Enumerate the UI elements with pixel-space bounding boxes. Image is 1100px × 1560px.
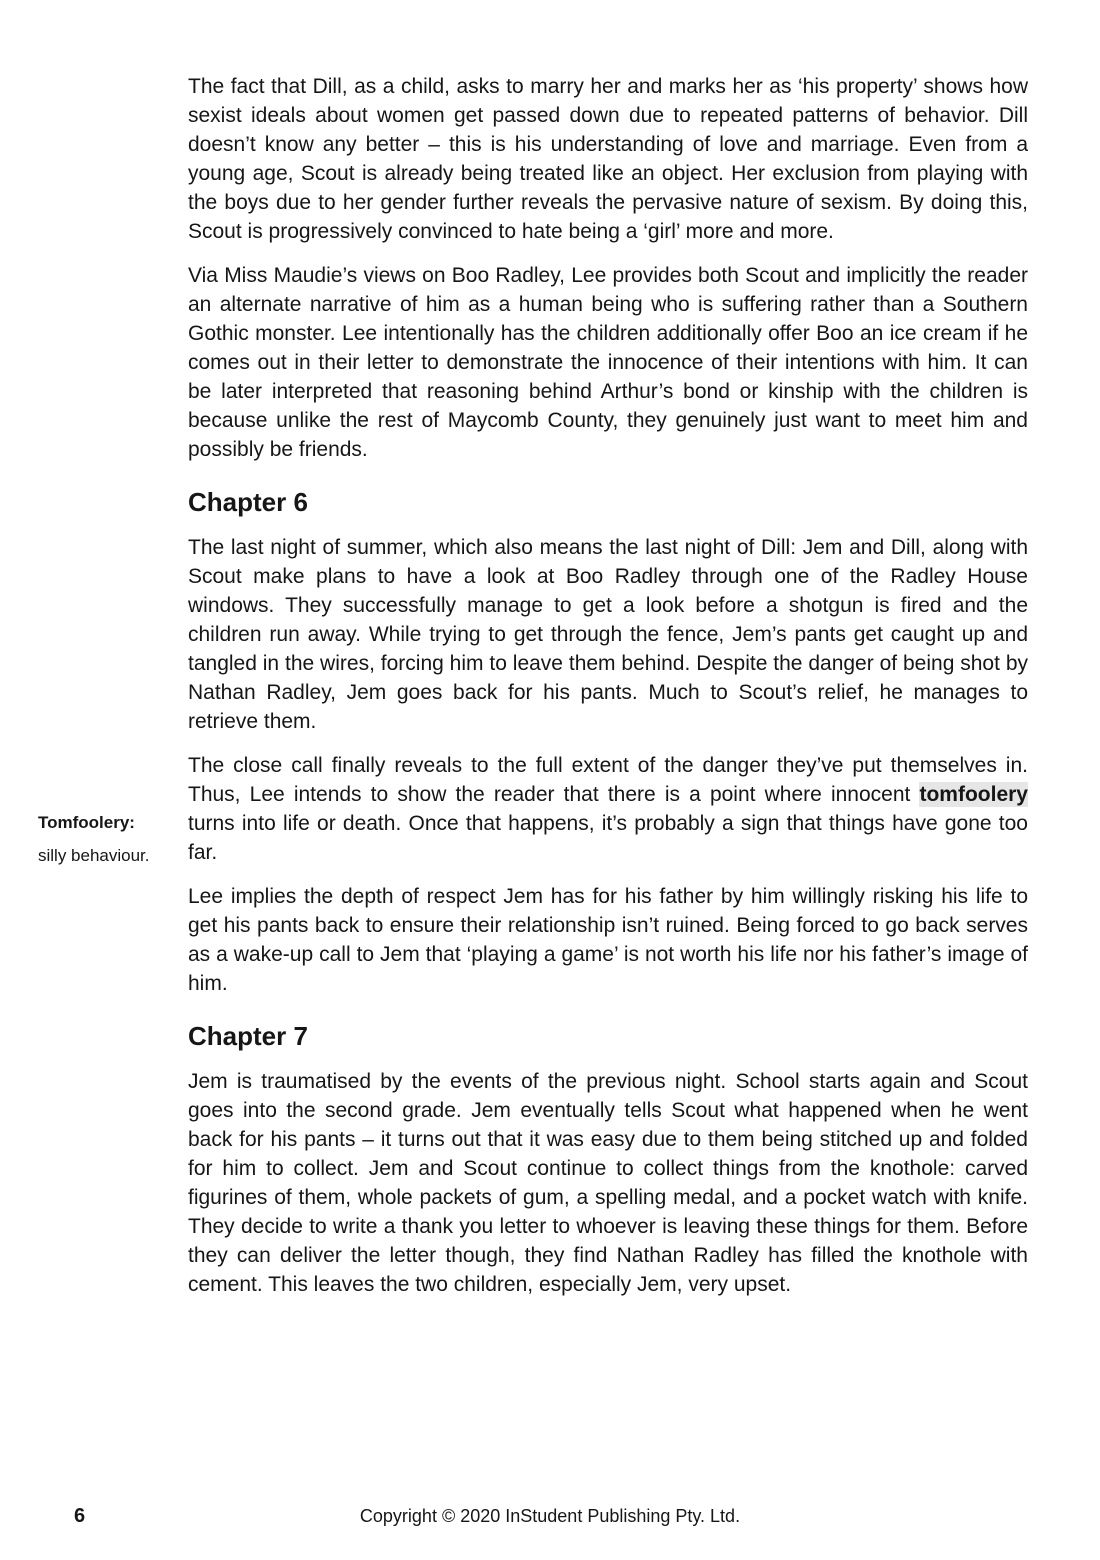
paragraph-close-call-after: turns into life or death. Once that happens, it’s probably a sign that things have gone too far.	[188, 812, 1028, 864]
margin-note-definition: silly behaviour.	[38, 846, 150, 865]
page-number: 6	[74, 1505, 86, 1527]
margin-note	[38, 806, 184, 872]
chapter-7-summary: Jem is traumatised by the events of the previous night. School starts again and Scout goes into the second grade. Jem eventually tells Scout what happened when he went back for his pants – it turns out that it was easy due to them being stitched up and folded for him to collect. Jem and Scout continue to collect things from the knothole: carved figurines of them, whole packets of gum, a spelling medal, and a pocket watch with knife. They decide to write a thank you letter to whoever is leaving these things for them. Before they can deliver the letter though, they find Nathan Radley has filled the knothole with cement. This leaves the two children, especially Jem, very upset.	[188, 1070, 1028, 1296]
chapter-6-summary: The last night of summer, which also means the last night of Dill: Jem and Dill, along with Scout make plans to have a look at Boo Radley through one of the Radley House windows. They successfully manage to get a look before a shotgun is fired and the children run away. While trying to get through the fence, Jem’s pants get caught up and tangled in the wires, forcing him to leave them behind. Despite the danger of being shot by Nathan Radley, Jem goes back for his pants. Much to Scout’s relief, he manages to retrieve them.	[188, 536, 1028, 733]
highlighted-term-tomfoolery: tomfoolery	[919, 783, 1028, 806]
paragraph-maudie-boo-radley: Via Miss Maudie’s views on Boo Radley, Lee provides both Scout and implicitly the reader an alternate narrative of him as a human being who is suffering rather than a Southern Gothic monster. Lee intentionally has the children additionally offer Boo an ice cream if he comes out in their letter to demonstrate the innocence of their intentions with him. It can be later interpreted that reasoning behind Arthur’s bond or kinship with the children is because unlike the rest of Maycomb County, they genuinely just want to meet him and possibly be friends.	[188, 264, 1028, 461]
margin-note-term: Tomfoolery:	[38, 813, 135, 832]
copyright-text: Copyright © 2020 InStudent Publishing Pty. Ltd.	[359, 1506, 741, 1526]
content-area	[38, 72, 1028, 1314]
paragraph-sexism: The fact that Dill, as a child, asks to marry her and marks her as ‘his property’ shows how sexist ideals about women get passed down due to repeated patterns of behavior. Dill doesn’t know any better – this is his understanding of love and marriage. Even from a young age, Scout is already being treated like an object. Her exclusion from playing with the boys due to her gender further reveals the pervasive nature of sexism. By doing this, Scout is progressively convinced to hate being a ‘girl’ more and more.	[188, 75, 1028, 243]
chapter-6-heading: Chapter 6	[188, 487, 308, 517]
paragraph-close-call-before: The close call finally reveals to the full extent of the danger they’ve put themselves in. Thus, Lee intends to show the reader that there is a point where innocent	[188, 754, 1028, 806]
paragraph-respect: Lee implies the depth of respect Jem has for his father by him willingly risking his life to get his pants back to ensure their relationship isn’t ruined. Being forced to go back serves as a wake-up call to Jem that ‘playing a game’ is not worth his life nor his father’s image of him.	[188, 885, 1028, 995]
paragraph-close-call	[188, 751, 1028, 867]
chapter-7-heading: Chapter 7	[188, 1021, 308, 1051]
annotated-paragraph-block	[38, 751, 1028, 867]
page-footer	[0, 1503, 1100, 1543]
